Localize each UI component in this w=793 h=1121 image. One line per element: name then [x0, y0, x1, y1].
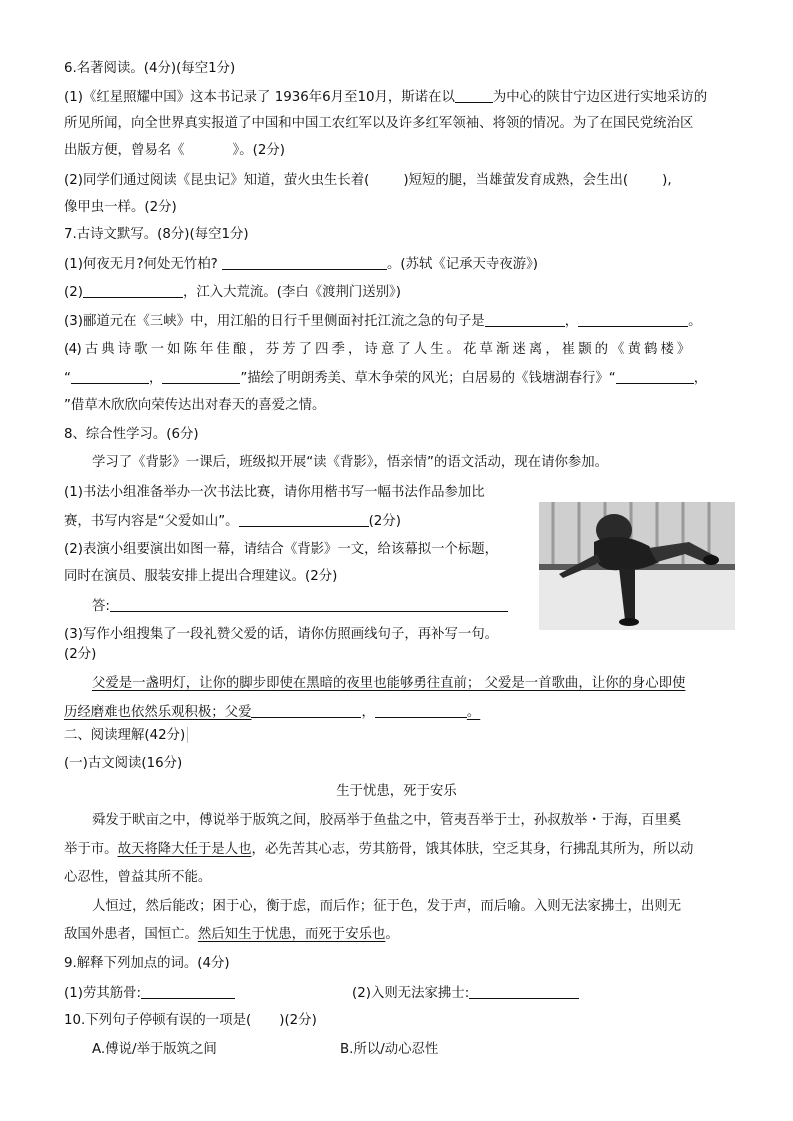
answer-blank[interactable] [239, 512, 369, 527]
q6-item1-line3: 出版方便，曾易名《 》。(2分) [64, 143, 285, 158]
answer-blank[interactable] [375, 703, 467, 718]
q6-item2-line2: 像甲虫一样。(2分) [64, 200, 177, 215]
q8-example-sentence-line2: 历经磨难也依然乐观积极；父爱 ， 。 [64, 705, 481, 720]
answer-blank[interactable] [251, 703, 361, 718]
q8-item2-line1: (2)表演小组要演出如图一幕，请结合《背影》一文，给该幕拟一个标题， [64, 542, 499, 557]
q8-item3-line2: (2分) [64, 647, 97, 662]
q6-heading: 6.名著阅读。(4分)(每空1分) [64, 61, 236, 76]
q9-item1: (1)劳其筋骨: [64, 984, 235, 1003]
q7-item1: (1)何夜无月?何处无竹柏? 。(苏轼《记承天寺夜游》) [64, 257, 539, 272]
passage-p1-line1: 舜发于畎亩之中，傅说举于版筑之间，胶鬲举于鱼盐之中，管夷吾举于士，孙叔敖举・于海，百里奚 [92, 813, 682, 828]
q9-heading: 9.解释下列加点的词。(4分) [64, 956, 230, 971]
q7-item2: (2) ，江入大荒流。(李白《渡荆门送别》) [64, 285, 401, 300]
q8-intro: 学习了《背影》一课后，班级拟开展“读《背影》，悟亲情”的语文活动，现在请你参加。 [92, 455, 609, 470]
q7-item4-line2: “ ， ”描绘了明朗秀美、草木争荣的风光；白居易的《钱塘湖春行》“ ， [64, 371, 708, 386]
passage-p1-line3: 心忍性，曾益其所不能。 [64, 870, 212, 885]
passage-p1-line2: 举于市。故天将降大任于是人也，必先苦其心志，劳其筋骨，饿其体肤，空乏其身，行拂乱其所为，所以动 [64, 842, 694, 857]
answer-blank[interactable] [616, 369, 694, 384]
q10-heading: 10.下列句子停顿有误的一项是( )(2分) [64, 1013, 317, 1028]
passage-title: 生于忧患，死于安乐 [336, 784, 457, 799]
q7-item3: (3)郦道元在《三峡》中，用江船的日行千里侧面衬托江流之急的句子是 ， 。 [64, 314, 702, 329]
father-climbing-platform-illustration [539, 502, 735, 630]
answer-blank[interactable] [469, 984, 579, 999]
section2-subheading: (一)古文阅读(16分) [64, 756, 183, 771]
cursor-mark [187, 727, 190, 743]
answer-blank[interactable] [578, 312, 688, 327]
passage-p2-line2: 敌国外患者，国恒亡。然后知生于忧患，而死于安乐也。 [64, 927, 399, 942]
q6-item1-line1: (1)《红星照耀中国》这本书记录了 1936年6月至10月，斯诺在以 为中心的陕甘宁边区进行实地采访的 [64, 90, 708, 105]
q6-item2-line1: (2)同学们通过阅读《昆虫记》知道，萤火虫生长着( )短短的腿，当雄萤发育成熟，会生出( ), [64, 173, 672, 188]
q8-item1-line1: (1)书法小组准备举办一次书法比赛，请你用楷书写一幅书法作品参加比 [64, 485, 485, 500]
q9-item2: (2)入则无法家拂士: [352, 984, 579, 1003]
section2-heading: 二、阅读理解(42分) [64, 728, 186, 743]
answer-blank[interactable] [455, 88, 493, 103]
answer-blank[interactable] [110, 597, 508, 612]
passage-p2-line1: 人恒过，然后能改；困于心，衡于虑，而后作；征于色，发于声，而后喻。入则无法家拂士，出则无 [92, 899, 682, 914]
answer-blank[interactable] [222, 255, 387, 270]
q7-heading: 7.古诗文默写。(8分)(每空1分) [64, 227, 249, 242]
q6-item1-line2: 所见所闻，向全世界真实报道了中国和中国工农红军以及许多红军领袖、将领的情况。为了在国民党统治区 [64, 116, 694, 131]
q8-item2-line2: 同时在演员、服装安排上提出合理建议。(2分) [64, 569, 338, 584]
answer-blank[interactable] [71, 369, 149, 384]
q7-item4-line1: (4) 古 典 诗 歌 一 如 陈 年 佳 酿 ， 芬 芳 了 四 季 ， 诗 意 了 人 生 。 花 草 渐 迷 离 ， 崔 颢 的 《 黄 鹤 楼 》 [64, 342, 690, 357]
answer-blank[interactable] [141, 984, 235, 999]
q8-item1-line2: 赛，书写内容是“父爱如山”。 (2分) [64, 514, 401, 529]
q8-example-sentence-line1: 父爱是一盏明灯，让你的脚步即使在黑暗的夜里也能够勇往直前； 父爱是一首歌曲，让你的身心即使 [92, 676, 686, 691]
q10-option-b[interactable]: B.所以/动心忍性 [340, 1042, 439, 1057]
q8-answer-line: 答: [92, 597, 508, 616]
answer-blank[interactable] [162, 369, 240, 384]
q8-heading: 8、综合性学习。(6分) [64, 427, 199, 442]
answer-blank[interactable] [83, 283, 183, 298]
q7-item4-line3: ”借草木欣欣向荣传达出对春天的喜爱之情。 [64, 398, 326, 413]
q8-item3-line1: (3)写作小组搜集了一段礼赞父爱的话，请你仿照画线句子，再补写一句。 [64, 627, 499, 642]
q10-option-a[interactable]: A.傅说/举于版筑之间 [92, 1042, 217, 1057]
answer-blank[interactable] [485, 312, 565, 327]
